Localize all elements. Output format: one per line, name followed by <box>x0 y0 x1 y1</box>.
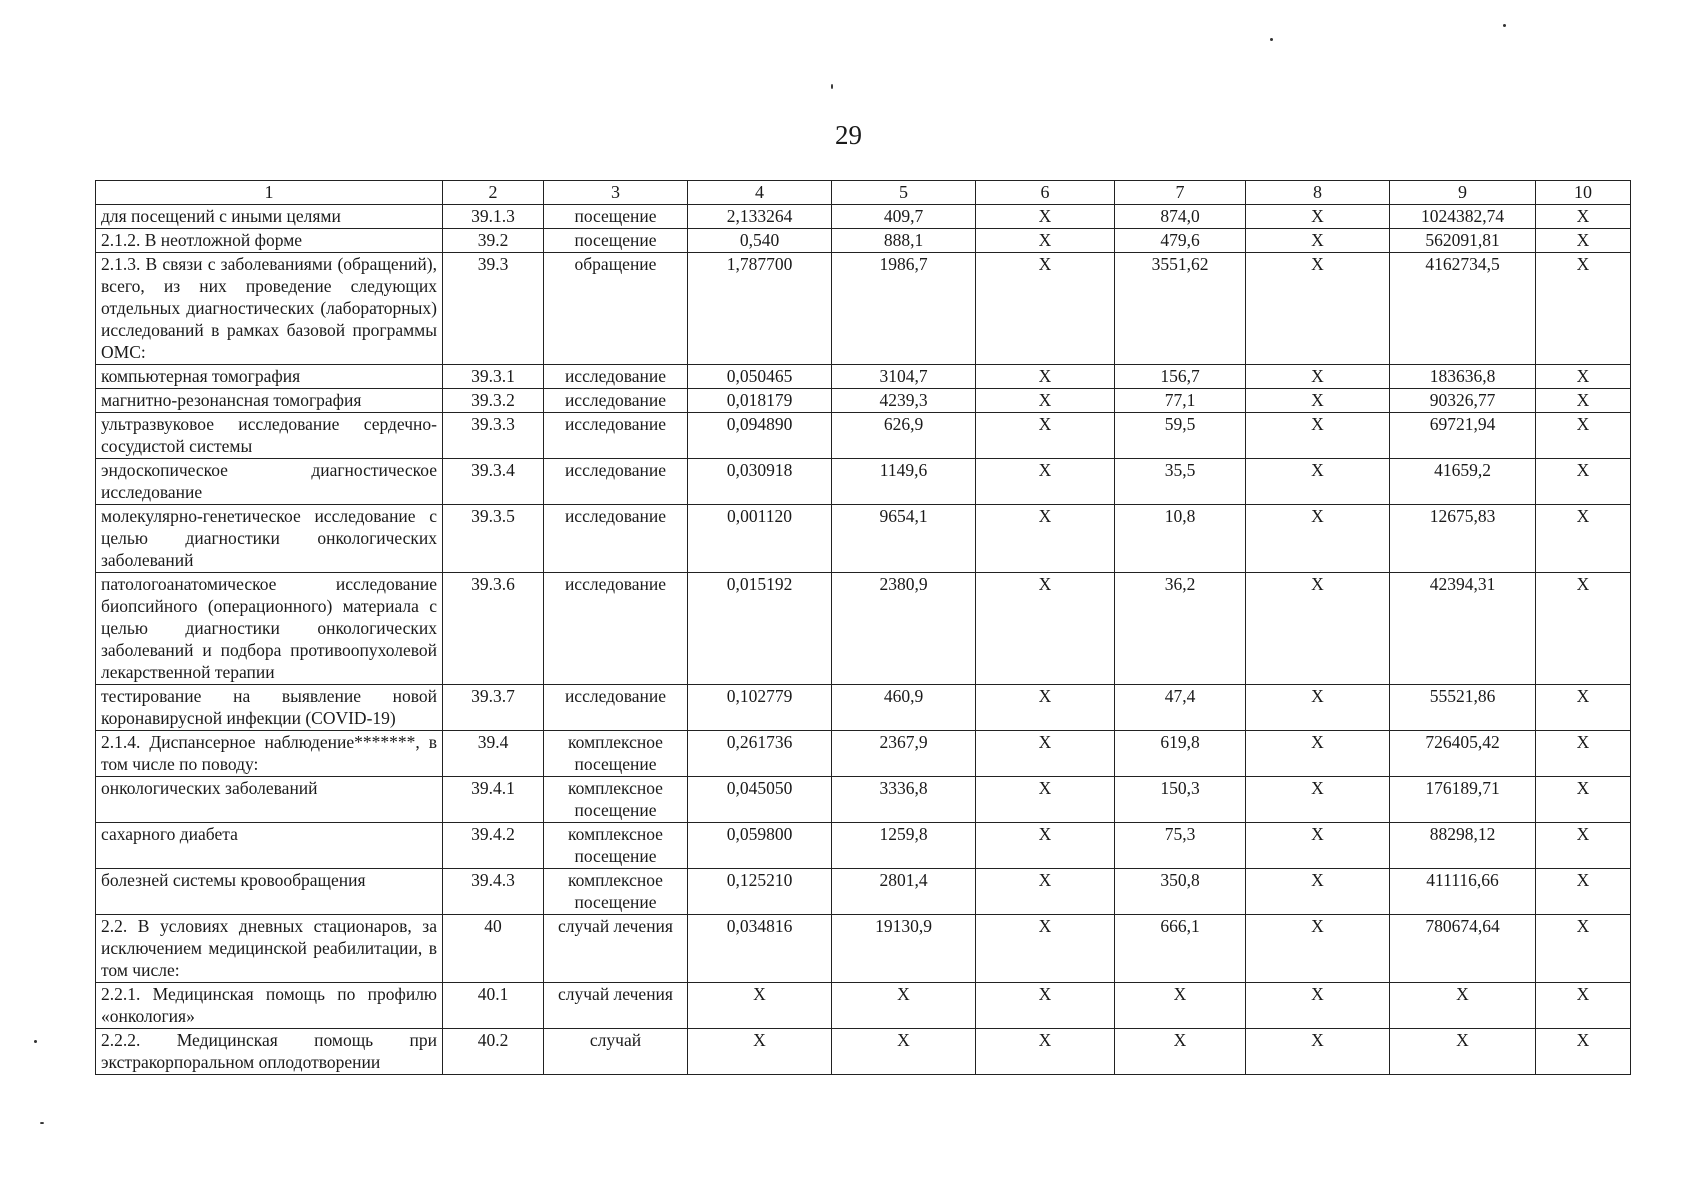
cell-indicator: 2.1.3. В связи с заболеваниями (обращений), всего, из них проведение следующих отдельных диагностических (лабораторных) исследований в рамках базовой программы ОМС: <box>96 253 443 365</box>
cell-total-cost: 726405,42 <box>1390 731 1536 777</box>
cell-per-capita: 10,8 <box>1115 505 1246 573</box>
cell-row-number: 39.3.4 <box>443 459 544 505</box>
cell-col10: Х <box>1536 777 1631 823</box>
cell-total-cost: 69721,94 <box>1390 413 1536 459</box>
cell-row-number: 39.3.3 <box>443 413 544 459</box>
cell-indicator: 2.1.4. Диспансерное наблюдение*******, в том числе по поводу: <box>96 731 443 777</box>
cell-col10: Х <box>1536 389 1631 413</box>
cell-col6: Х <box>976 1029 1115 1075</box>
cell-total-cost: 183636,8 <box>1390 365 1536 389</box>
table-row <box>96 731 1631 777</box>
cell-indicator: патологоанатомическое исследование биопсийного (операционного) материала с целью диагностики онкологических заболеваний и подбора противоопухолевой лекарственной терапии <box>96 573 443 685</box>
cell-total-cost: 41659,2 <box>1390 459 1536 505</box>
cell-volume-norm: 0,034816 <box>688 915 832 983</box>
cell-cost-norm: Х <box>832 1029 976 1075</box>
cell-volume-norm: 0,059800 <box>688 823 832 869</box>
cell-col8: Х <box>1246 573 1390 685</box>
cell-total-cost: Х <box>1390 1029 1536 1075</box>
cell-indicator: 2.1.2. В неотложной форме <box>96 229 443 253</box>
cell-col6: Х <box>976 253 1115 365</box>
page-number: 29 <box>835 120 862 150</box>
cell-indicator: 2.2.2. Медицинская помощь при экстракорпоральном оплодотворении <box>96 1029 443 1075</box>
table-row <box>96 205 1631 229</box>
cell-col10: Х <box>1536 573 1631 685</box>
cell-col8: Х <box>1246 823 1390 869</box>
cell-col10: Х <box>1536 365 1631 389</box>
cell-total-cost: 4162734,5 <box>1390 253 1536 365</box>
cell-unit: обращение <box>544 253 688 365</box>
cell-total-cost: 90326,77 <box>1390 389 1536 413</box>
column-header: 7 <box>1115 181 1246 205</box>
column-header: 4 <box>688 181 832 205</box>
cell-cost-norm: 19130,9 <box>832 915 976 983</box>
cell-total-cost: 55521,86 <box>1390 685 1536 731</box>
cell-total-cost: 780674,64 <box>1390 915 1536 983</box>
cell-col10: Х <box>1536 685 1631 731</box>
cell-col8: Х <box>1246 365 1390 389</box>
cell-col10: Х <box>1536 869 1631 915</box>
cell-row-number: 39.3.5 <box>443 505 544 573</box>
cell-unit: комплексное посещение <box>544 777 688 823</box>
cell-volume-norm: 0,018179 <box>688 389 832 413</box>
cell-col8: Х <box>1246 777 1390 823</box>
cell-col10: Х <box>1536 505 1631 573</box>
cell-indicator: болезней системы кровообращения <box>96 869 443 915</box>
cell-row-number: 39.3.7 <box>443 685 544 731</box>
cell-col10: Х <box>1536 205 1631 229</box>
cell-total-cost: Х <box>1390 983 1536 1029</box>
table-row <box>96 573 1631 685</box>
cell-col6: Х <box>976 389 1115 413</box>
cell-cost-norm: 888,1 <box>832 229 976 253</box>
scan-speck <box>40 1122 44 1124</box>
cell-row-number: 39.3 <box>443 253 544 365</box>
cell-cost-norm: 2380,9 <box>832 573 976 685</box>
cell-row-number: 39.3.1 <box>443 365 544 389</box>
cell-row-number: 39.4.3 <box>443 869 544 915</box>
cell-per-capita: 47,4 <box>1115 685 1246 731</box>
cell-total-cost: 12675,83 <box>1390 505 1536 573</box>
table-row <box>96 229 1631 253</box>
cell-cost-norm: 3104,7 <box>832 365 976 389</box>
cell-indicator: магнитно-резонансная томография <box>96 389 443 413</box>
cell-col10: Х <box>1536 1029 1631 1075</box>
table-row <box>96 389 1631 413</box>
scan-speck <box>1503 24 1506 27</box>
cell-indicator: онкологических заболеваний <box>96 777 443 823</box>
cell-volume-norm: 0,030918 <box>688 459 832 505</box>
cell-volume-norm: Х <box>688 983 832 1029</box>
cell-row-number: 40.1 <box>443 983 544 1029</box>
cell-col8: Х <box>1246 731 1390 777</box>
cell-col10: Х <box>1536 823 1631 869</box>
table-row <box>96 869 1631 915</box>
cell-unit: случай лечения <box>544 983 688 1029</box>
cell-per-capita: 3551,62 <box>1115 253 1246 365</box>
cell-col8: Х <box>1246 505 1390 573</box>
cell-col8: Х <box>1246 229 1390 253</box>
cell-per-capita: 350,8 <box>1115 869 1246 915</box>
cell-unit: исследование <box>544 685 688 731</box>
cell-col6: Х <box>976 823 1115 869</box>
cell-per-capita: 150,3 <box>1115 777 1246 823</box>
cell-cost-norm: 4239,3 <box>832 389 976 413</box>
cell-cost-norm: 1986,7 <box>832 253 976 365</box>
cell-total-cost: 42394,31 <box>1390 573 1536 685</box>
table-row <box>96 915 1631 983</box>
cell-col10: Х <box>1536 459 1631 505</box>
cell-col6: Х <box>976 413 1115 459</box>
cell-col6: Х <box>976 573 1115 685</box>
cell-col8: Х <box>1246 389 1390 413</box>
table-row <box>96 505 1631 573</box>
cell-col6: Х <box>976 915 1115 983</box>
cell-indicator: для посещений с иными целями <box>96 205 443 229</box>
scan-speck <box>831 84 833 89</box>
column-header: 10 <box>1536 181 1631 205</box>
cell-row-number: 39.4.2 <box>443 823 544 869</box>
table-row <box>96 823 1631 869</box>
data-table <box>95 180 1631 1075</box>
cell-cost-norm: 460,9 <box>832 685 976 731</box>
cell-volume-norm: 0,540 <box>688 229 832 253</box>
cell-indicator: эндоскопическое диагностическое исследование <box>96 459 443 505</box>
cell-row-number: 39.4 <box>443 731 544 777</box>
cell-col6: Х <box>976 459 1115 505</box>
scan-speck <box>34 1040 37 1043</box>
cell-total-cost: 411116,66 <box>1390 869 1536 915</box>
cell-row-number: 40 <box>443 915 544 983</box>
cell-per-capita: 156,7 <box>1115 365 1246 389</box>
cell-cost-norm: 626,9 <box>832 413 976 459</box>
cell-volume-norm: 0,102779 <box>688 685 832 731</box>
cell-cost-norm: Х <box>832 983 976 1029</box>
cell-col10: Х <box>1536 229 1631 253</box>
cell-col6: Х <box>976 505 1115 573</box>
cell-col8: Х <box>1246 915 1390 983</box>
cell-unit: случай лечения <box>544 915 688 983</box>
cell-col10: Х <box>1536 915 1631 983</box>
cell-volume-norm: 0,015192 <box>688 573 832 685</box>
cell-unit: комплексное посещение <box>544 731 688 777</box>
cell-indicator: 2.2. В условиях дневных стационаров, за исключением медицинской реабилитации, в том числе: <box>96 915 443 983</box>
cell-col6: Х <box>976 731 1115 777</box>
table-header-row <box>96 181 1631 205</box>
scan-speck <box>1270 38 1273 41</box>
cell-col10: Х <box>1536 983 1631 1029</box>
cell-col8: Х <box>1246 1029 1390 1075</box>
column-header: 5 <box>832 181 976 205</box>
cell-col6: Х <box>976 229 1115 253</box>
cell-col10: Х <box>1536 731 1631 777</box>
cell-cost-norm: 2367,9 <box>832 731 976 777</box>
cell-total-cost: 88298,12 <box>1390 823 1536 869</box>
cell-col8: Х <box>1246 253 1390 365</box>
table-row <box>96 685 1631 731</box>
cell-col6: Х <box>976 685 1115 731</box>
cell-indicator: ультразвуковое исследование сердечно-сосудистой системы <box>96 413 443 459</box>
table-row <box>96 777 1631 823</box>
cell-unit: исследование <box>544 459 688 505</box>
cell-col8: Х <box>1246 205 1390 229</box>
cell-per-capita: Х <box>1115 1029 1246 1075</box>
cell-per-capita: 75,3 <box>1115 823 1246 869</box>
cell-unit: комплексное посещение <box>544 869 688 915</box>
cell-col8: Х <box>1246 413 1390 459</box>
cell-volume-norm: Х <box>688 1029 832 1075</box>
cell-cost-norm: 2801,4 <box>832 869 976 915</box>
table-row <box>96 1029 1631 1075</box>
column-header: 3 <box>544 181 688 205</box>
cell-row-number: 39.1.3 <box>443 205 544 229</box>
cell-unit: исследование <box>544 505 688 573</box>
cell-indicator: сахарного диабета <box>96 823 443 869</box>
column-header: 6 <box>976 181 1115 205</box>
table-row <box>96 365 1631 389</box>
cell-indicator: 2.2.1. Медицинская помощь по профилю «онкология» <box>96 983 443 1029</box>
cell-col10: Х <box>1536 253 1631 365</box>
cell-volume-norm: 0,050465 <box>688 365 832 389</box>
cell-col8: Х <box>1246 869 1390 915</box>
cell-per-capita: Х <box>1115 983 1246 1029</box>
cell-total-cost: 1024382,74 <box>1390 205 1536 229</box>
cell-per-capita: 59,5 <box>1115 413 1246 459</box>
cell-col6: Х <box>976 869 1115 915</box>
cell-cost-norm: 409,7 <box>832 205 976 229</box>
cell-unit: посещение <box>544 205 688 229</box>
cell-per-capita: 36,2 <box>1115 573 1246 685</box>
column-header: 1 <box>96 181 443 205</box>
cell-unit: исследование <box>544 365 688 389</box>
table-row <box>96 413 1631 459</box>
cell-volume-norm: 0,094890 <box>688 413 832 459</box>
cell-per-capita: 35,5 <box>1115 459 1246 505</box>
cell-per-capita: 77,1 <box>1115 389 1246 413</box>
cell-volume-norm: 1,787700 <box>688 253 832 365</box>
cell-per-capita: 666,1 <box>1115 915 1246 983</box>
cell-unit: посещение <box>544 229 688 253</box>
cell-unit: комплексное посещение <box>544 823 688 869</box>
cell-volume-norm: 2,133264 <box>688 205 832 229</box>
cell-row-number: 39.3.6 <box>443 573 544 685</box>
cell-cost-norm: 1149,6 <box>832 459 976 505</box>
cell-row-number: 40.2 <box>443 1029 544 1075</box>
cell-indicator: компьютерная томография <box>96 365 443 389</box>
cell-indicator: тестирование на выявление новой коронавирусной инфекции (COVID-19) <box>96 685 443 731</box>
cell-total-cost: 562091,81 <box>1390 229 1536 253</box>
cell-cost-norm: 3336,8 <box>832 777 976 823</box>
cell-unit: исследование <box>544 573 688 685</box>
cell-per-capita: 479,6 <box>1115 229 1246 253</box>
cell-per-capita: 874,0 <box>1115 205 1246 229</box>
cell-volume-norm: 0,045050 <box>688 777 832 823</box>
cell-row-number: 39.2 <box>443 229 544 253</box>
cell-col8: Х <box>1246 459 1390 505</box>
cell-row-number: 39.4.1 <box>443 777 544 823</box>
column-header: 2 <box>443 181 544 205</box>
cell-per-capita: 619,8 <box>1115 731 1246 777</box>
cell-volume-norm: 0,261736 <box>688 731 832 777</box>
table-row <box>96 253 1631 365</box>
cell-col6: Х <box>976 205 1115 229</box>
column-header: 8 <box>1246 181 1390 205</box>
cell-col6: Х <box>976 983 1115 1029</box>
cell-col10: Х <box>1536 413 1631 459</box>
cell-cost-norm: 9654,1 <box>832 505 976 573</box>
cell-row-number: 39.3.2 <box>443 389 544 413</box>
cell-unit: исследование <box>544 389 688 413</box>
cell-col8: Х <box>1246 983 1390 1029</box>
column-header: 9 <box>1390 181 1536 205</box>
cell-indicator: молекулярно-генетическое исследование с целью диагностики онкологических заболеваний <box>96 505 443 573</box>
table-row <box>96 983 1631 1029</box>
cell-col8: Х <box>1246 685 1390 731</box>
cell-volume-norm: 0,125210 <box>688 869 832 915</box>
cell-col6: Х <box>976 365 1115 389</box>
cell-col6: Х <box>976 777 1115 823</box>
cell-volume-norm: 0,001120 <box>688 505 832 573</box>
cell-unit: случай <box>544 1029 688 1075</box>
table-row <box>96 459 1631 505</box>
cell-unit: исследование <box>544 413 688 459</box>
cell-cost-norm: 1259,8 <box>832 823 976 869</box>
cell-total-cost: 176189,71 <box>1390 777 1536 823</box>
